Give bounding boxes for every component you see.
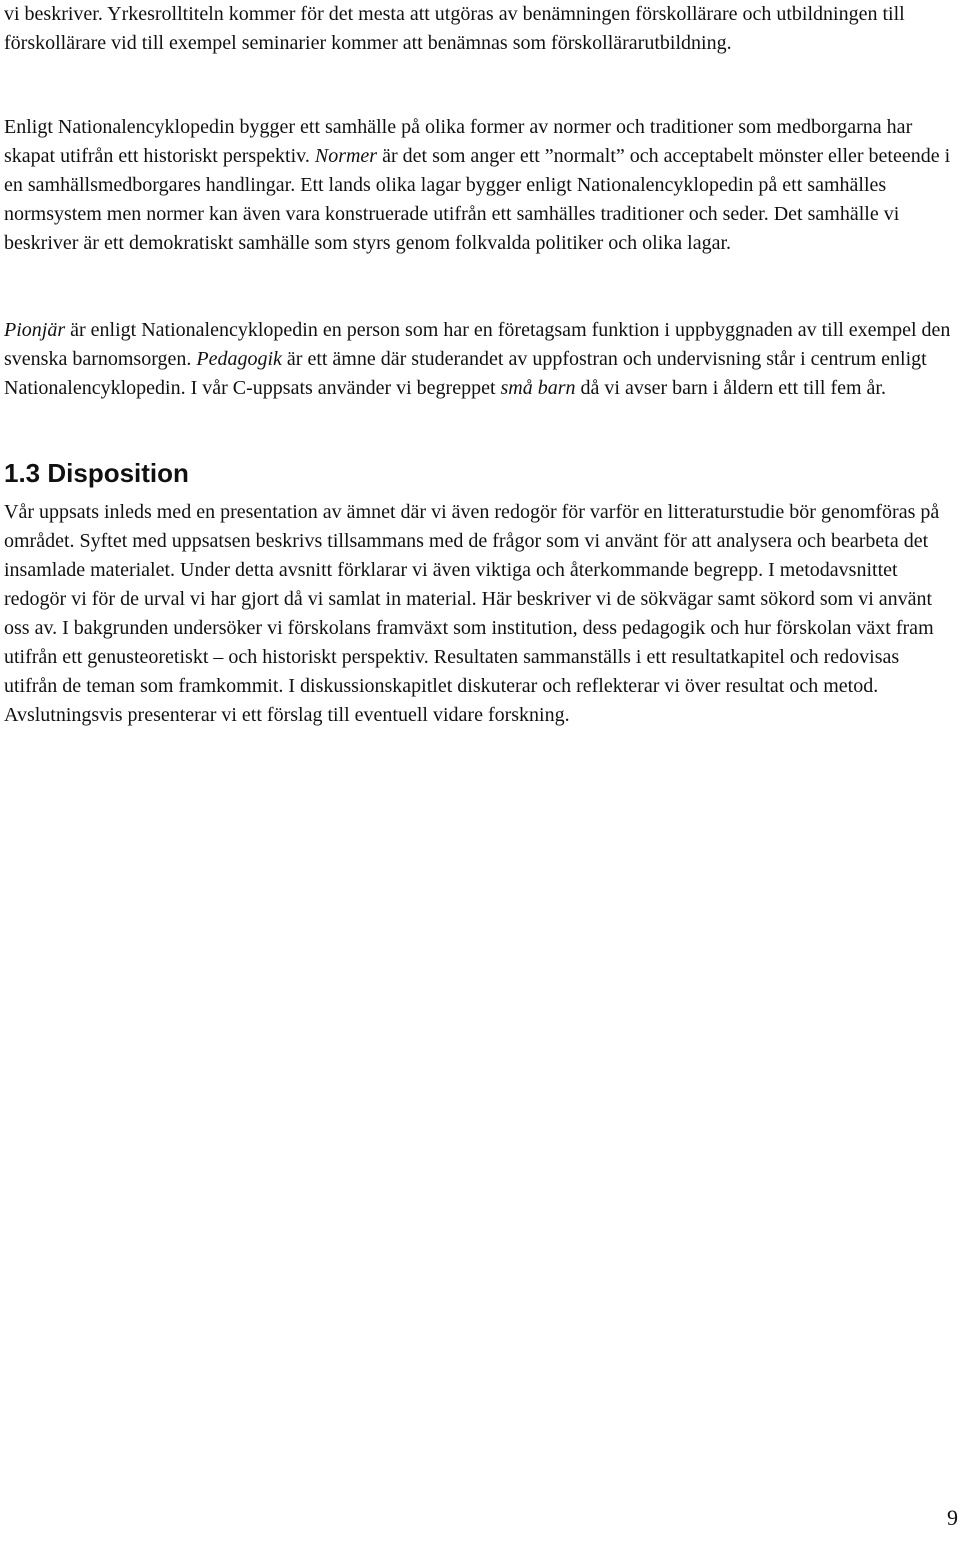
term-pedagogik: Pedagogik xyxy=(196,348,282,370)
term-pionjar: Pionjär xyxy=(4,319,66,341)
paragraph-pionjar-pedagogik xyxy=(4,316,956,403)
paragraph-text: vi beskriver. Yrkesrolltiteln kommer för det mesta att utgöras av benämningen förskollärare och utbildningen till förskollärare vid till exempel seminarier kommer att benämnas som förskollärarutbildning. xyxy=(4,3,905,54)
paragraph-terminology-intro xyxy=(4,0,956,58)
paragraph-normer xyxy=(4,113,956,258)
paragraph-text: är enligt Nationalencyklopedin en person som har en företagsam funktion i uppbyggnaden av till exempel den svenska barnomsorgen. xyxy=(4,319,951,370)
paragraph-text: då vi avser barn i åldern ett till fem år. xyxy=(575,377,886,399)
paragraph-text: Vår uppsats inleds med en presentation av ämnet där vi även redogör för varför en litteraturstudie bör genomföras på området. Syftet med uppsatsen beskrivs tillsammans med de frågor som vi använt för att analysera och bearbeta det insamlade materialet. Under detta avsnitt förklarar vi även viktiga och återkommande begrepp. I metodavsnittet redogör vi för de urval vi har gjort då vi samlat in material. Här beskriver vi de sökvägar samt sökord som vi använt oss av. I bakgrunden undersöker vi förskolans framväxt som institution, dess pedagogik och hur förskolan växt fram utifrån ett genusteoretiskt – och historiskt perspektiv. Resultaten sammanställs i ett resultatkapitel och redovisas utifrån de teman som framkommit. I diskussionskapitlet diskuterar och reflekterar vi över resultat och metod. Avslutningsvis presenterar vi ett förslag till eventuell vidare forskning. xyxy=(4,501,940,726)
paragraph-text: är ett ämne där studerandet av uppfostran och undervisning står i centrum enligt Nationalencyklopedin. I vår C-uppsats använder vi begreppet xyxy=(4,348,927,399)
page-number: 9 xyxy=(947,1505,958,1530)
paragraph-text: Enligt Nationalencyklopedin bygger ett samhälle på olika former av normer och traditioner som medborgarna har skapat utifrån ett historiskt perspektiv. xyxy=(4,116,913,167)
paragraph-disposition xyxy=(4,498,956,730)
paragraph-text: är det som anger ett ”normalt” och acceptabelt mönster eller beteende i en samhällsmedborgares handlingar. Ett lands olika lagar bygger enligt Nationalencyklopedin på ett samhälles normsystem men normer kan även vara konstruerade utifrån ett samhälles traditioner och seder. Det samhälle vi beskriver är ett demokratiskt samhälle som styrs genom folkvalda politiker och olika lagar. xyxy=(4,145,951,254)
term-normer: Normer xyxy=(314,145,378,167)
section-heading: 1.3 Disposition xyxy=(4,458,189,488)
term-sma-barn: små barn xyxy=(500,377,576,399)
